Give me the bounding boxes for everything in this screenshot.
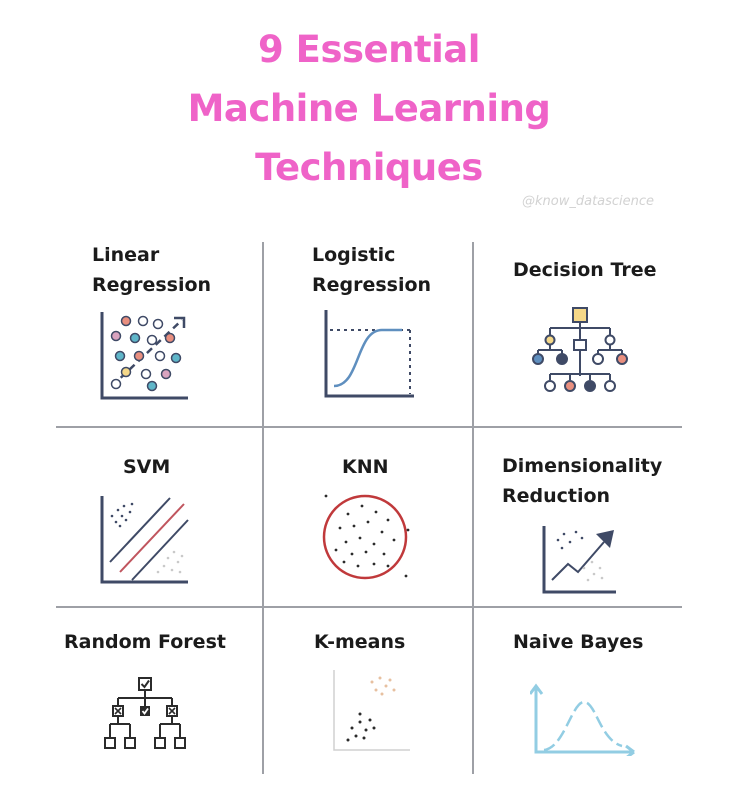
technique-label-linear-regression: Linear Regression <box>92 244 212 296</box>
technique-label-decision-tree: Decision Tree <box>513 259 657 281</box>
title-line-3: Techniques <box>255 146 483 189</box>
grid-divider-vertical-2 <box>472 242 474 774</box>
random-forest-icon <box>104 676 186 754</box>
technique-label-logistic-regression: Logistic Regression <box>312 244 432 296</box>
grid-divider-vertical-1 <box>262 242 264 774</box>
decision-tree-icon <box>530 300 630 400</box>
technique-label-knn: KNN <box>342 456 389 478</box>
grid-divider-horizontal-2 <box>56 606 682 608</box>
technique-label-svm: SVM <box>123 456 171 478</box>
k-means-clusters-icon <box>330 668 412 754</box>
dimensionality-arrow-icon <box>538 522 618 598</box>
knn-circle-icon <box>318 490 412 584</box>
grid-divider-horizontal-1 <box>56 426 682 428</box>
title-line-2: Machine Learning <box>187 87 551 130</box>
technique-label-naive-bayes: Naive Bayes <box>513 631 644 653</box>
title-line-1: 9 Essential <box>258 28 480 71</box>
svm-margin-icon <box>96 492 192 588</box>
watermark-handle: @know_datascience <box>522 194 655 209</box>
scatter-regression-icon <box>96 308 192 404</box>
technique-label-k-means: K-means <box>314 631 406 653</box>
infographic-title <box>0 20 738 197</box>
technique-label-dimensionality-reduction: Dimensionality Reduction <box>502 455 663 507</box>
bell-curve-icon <box>530 682 636 756</box>
sigmoid-curve-icon <box>320 306 416 402</box>
technique-label-random-forest: Random Forest <box>64 631 226 653</box>
